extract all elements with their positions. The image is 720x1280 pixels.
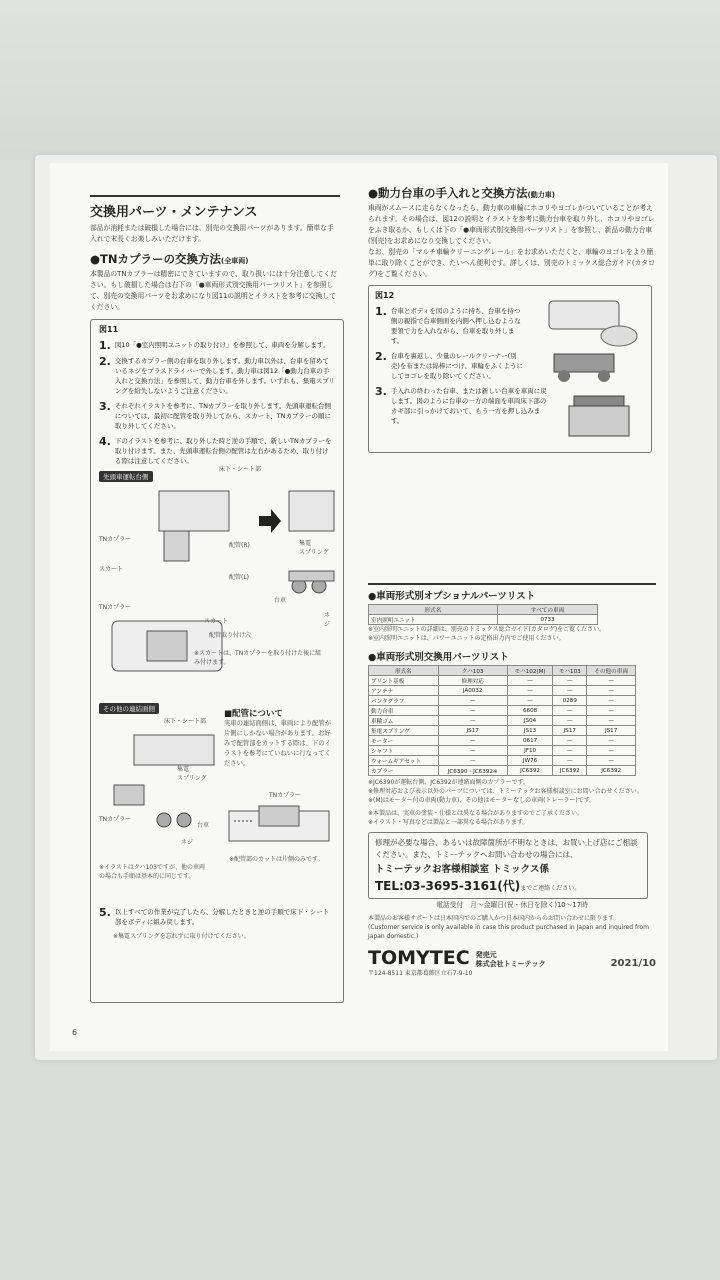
- step-number: 4.: [99, 435, 111, 448]
- step-number: 2.: [375, 350, 387, 363]
- parts-section: [368, 649, 656, 827]
- table-row: [369, 676, 636, 686]
- seller-block: [476, 951, 546, 969]
- table-cell: —: [553, 676, 587, 686]
- table-cell: —: [438, 746, 507, 756]
- tomytec-logo: TOMYTEC: [368, 947, 470, 969]
- header-cell: クハ103: [438, 666, 507, 676]
- tn-coupler-label-2: TNカプラー: [99, 604, 132, 611]
- fig11-steps: [99, 340, 335, 466]
- table-cell: JS17: [587, 726, 636, 736]
- other-side-tag: その他の連結面側: [99, 703, 159, 714]
- instruction-sheet: [50, 163, 668, 1051]
- table-cell: JS17: [438, 726, 507, 736]
- table-row: [369, 726, 636, 736]
- table-cell: JC6392: [507, 766, 553, 776]
- right-column: [368, 185, 656, 978]
- table-row: [369, 696, 636, 706]
- fig12-step-2: [375, 351, 525, 381]
- cut-note: ※配管部のカットは片側のみです。: [229, 856, 324, 863]
- table-cell: JC6392: [553, 766, 587, 776]
- table-cell: アンテナ: [369, 686, 439, 696]
- table-cell: —: [587, 696, 636, 706]
- table-cell: JS13: [507, 726, 553, 736]
- skirt-label-1: スカート: [99, 566, 124, 573]
- motor-body-2: なお、別売の「マルチ車輪クリーニングレール」をお求めいただくと、車輪のヨゴレをより簡単に取り除くことができ、たいへん便利です。詳しくは、別売のトミックス総合ガイド(カタログ)をご覧ください。: [368, 248, 655, 278]
- table-cell: 車輪ゴム: [369, 716, 439, 726]
- driving-side-tag: 先頭車運転台側: [99, 471, 153, 482]
- table-cell: モーター: [369, 736, 439, 746]
- seller-line-2: 株式会社トミーテック: [475, 960, 546, 968]
- table-cell: 6608: [507, 706, 553, 716]
- table-cell: —: [587, 686, 636, 696]
- table-cell: JW76: [507, 756, 553, 766]
- header-cell: すべての車両: [497, 605, 597, 615]
- support-tel: TEL:03-3695-3161(代): [375, 879, 521, 893]
- table-cell: JA0032: [438, 686, 507, 696]
- background-wall: [0, 0, 720, 160]
- table-cell: カプラー: [369, 766, 439, 776]
- tn-title: [90, 251, 340, 267]
- table-row: [369, 736, 636, 746]
- step-text: それぞれイラストを参考に、TNカプラーを取り外します。先頭車運転台側については、最初に配管を取り外してから、スカート、TNカプラーの順に取り外してください。: [114, 402, 331, 430]
- header-cell: モハ102(M): [507, 666, 553, 676]
- motor-body: 車両がスムースに走らなくなったら、動力車の車輪にホコリやヨゴレがついていることが考えられます。その場合は、図12の説明とイラストを参考に動力台車を取り外し、ホコリやヨゴレをふき取るか、もしくは下の「●車両形式別交換用パーツリスト」を参照し、新品の動力台車(別売)をお求めになり交換してください。: [368, 204, 655, 245]
- table-cell: JS17: [553, 726, 587, 736]
- table-cell: —: [507, 686, 553, 696]
- table-cell: —: [553, 716, 587, 726]
- parts-note-3: ※(M)はモーター付の車両(動力車)、その他はモーターなしの車両(トレーラー)です。: [368, 797, 596, 804]
- tn-coupler-label-1: TNカプラー: [99, 536, 132, 543]
- table-row: [369, 706, 636, 716]
- step-text: 手入れの終わった台車、または新しい台車を車両に戻します。図のように台車の一方の端面を車両床下部のカギ部に引っかけておいて、もう一方を押し込みます。: [390, 387, 547, 425]
- support-tel-suffix: までご連絡ください。: [520, 885, 581, 892]
- table-cell: —: [438, 696, 507, 706]
- pipe-title: ■配管について: [224, 709, 283, 719]
- fig12-steps: [375, 306, 525, 381]
- table-cell: —: [587, 736, 636, 746]
- step-number: 3.: [99, 400, 111, 413]
- optional-note-1: ※室内照明ユニットの詳細は、別売のトミックス総合ガイド(カタログ)をご覧ください。: [368, 626, 606, 633]
- step-text: 交換するカプラー側の台車を取り外します。動力車以外は、台車を留めているネジをプラスドライバーで外します。動力車は図12「●動力台車の手入れと交換方法」を参照して、動力台車を外します。いずれも、集電スプリングを紛失しないようご注意ください。: [114, 357, 335, 395]
- tn-coupler-label-4: TNカプラー: [269, 792, 302, 799]
- bogie-label-2: 台車: [197, 822, 210, 829]
- fig12-illustration: [529, 296, 647, 446]
- product-note-2: ※イラスト・写真などは製品と一部異なる場合があります。: [368, 819, 529, 826]
- tn-body: 本製品のTNカプラーは精密にできていますので、取り扱いには十分注意してください。もし破損した場合は右下の「●車両形式別交換用パーツリスト」を参照して、別売の交換用パーツをお求めになり図11の説明とイラストを参考に交換してください。: [90, 270, 337, 311]
- table-row: [369, 615, 598, 625]
- pipe-cut-illustration: [224, 801, 334, 851]
- table-cell: プリント基板: [369, 676, 439, 686]
- support-name: トミーテックお客様相談室 トミックス係: [375, 864, 550, 875]
- table-cell: —: [438, 706, 507, 716]
- table-header: [369, 666, 636, 676]
- step-text: 以上すべての作業が完了したら、分解したときと逆の手順で床下・シート部をボディに組み戻します。: [114, 908, 330, 926]
- table-cell: JC6392: [587, 766, 636, 776]
- spring-label-2: 集電 スプリング: [177, 766, 207, 782]
- pipe-l-label: 配管(L): [229, 574, 250, 581]
- section-intro: 部品が消耗または破損した場合には、別売の交換用パーツがあります。簡単な手入れで末長くお楽しみいただけます。: [90, 224, 334, 243]
- bogie-label-1: 台車: [274, 597, 287, 604]
- step-number: 1.: [375, 305, 387, 318]
- other-side-diagram: [99, 703, 335, 903]
- table-cell: 修理対応: [438, 676, 507, 686]
- optional-parts-table: [368, 604, 598, 625]
- table-cell: —: [553, 706, 587, 716]
- table-cell: —: [553, 756, 587, 766]
- table-row: [369, 686, 636, 696]
- footer: [368, 947, 656, 969]
- table-cell: 室内照明ユニット: [369, 615, 498, 625]
- table-cell: 集電スプリング: [369, 726, 439, 736]
- optional-note-2: ※室内照明ユニットは、パワーユニットの定格出力内でご使用ください。: [368, 635, 565, 642]
- skirt-note: ※スカートは、TNカプラーを取り付けた後に組み付けます。: [194, 650, 322, 666]
- domestic-note-ja: 本製品のお客様サポートは日本国内でのご購入かつ日本国内からのお問い合わせに限ります。: [368, 915, 620, 922]
- table-cell: —: [438, 716, 507, 726]
- step-1: [99, 340, 335, 351]
- header-cell: 形式名: [369, 605, 498, 615]
- table-cell: —: [587, 676, 636, 686]
- parts-title: ●車両形式別交換用パーツリスト: [368, 652, 509, 663]
- table-cell: —: [553, 746, 587, 756]
- table-row: [369, 766, 636, 776]
- date: 2021/10: [610, 958, 656, 969]
- step-4: [99, 436, 335, 466]
- pipe-hole-label: 配管取り付け穴: [209, 632, 252, 639]
- motor-title-note: (動力車): [527, 191, 555, 199]
- tn-coupler-label-3: TNカプラー: [99, 816, 132, 823]
- table-cell: 0733: [497, 615, 597, 625]
- step-text: 台車とボディを図のように持ち、台車を持つ側の親指で台車側面を内側へ押し込むような要領で力を入れながら、台車を取り外します。: [390, 307, 521, 345]
- address: 〒124-8511 東京都葛飾区立石7-9-10: [368, 970, 473, 977]
- step-number: 3.: [375, 385, 387, 398]
- spring-label-1: 集電 スプリング: [299, 540, 329, 556]
- fig12-label: 図12: [375, 291, 395, 300]
- table-cell: —: [587, 716, 636, 726]
- table-cell: —: [587, 706, 636, 716]
- left-column: [90, 195, 340, 1003]
- skirt-label-2: スカート: [204, 618, 229, 625]
- parts-table: [368, 665, 636, 776]
- step-text: 台車を裏返し、少量のレールクリーナー(別売)を布または綿棒につけ、車輪をふくようにしてヨゴレを取り除いてください。: [390, 352, 523, 380]
- step-number: 5.: [99, 906, 111, 919]
- table-cell: —: [507, 696, 553, 706]
- pipe-section: [224, 707, 334, 769]
- motor-title: [368, 185, 656, 201]
- step-number: 1.: [99, 339, 111, 352]
- table-cell: JC6390・JC6392※: [438, 766, 507, 776]
- table-cell: JS04: [507, 716, 553, 726]
- support-box: [368, 832, 648, 899]
- step-number: 2.: [99, 355, 111, 368]
- parts-note-2: ※修理対応および表示以外のパーツについては、トミーテックお客様相談室にお問い合わせください。: [368, 788, 643, 795]
- step-3: [99, 401, 335, 431]
- table-cell: 0289: [553, 696, 587, 706]
- motor-title-text: ●動力台車の手入れと交換方法: [368, 186, 528, 200]
- table-header: [369, 605, 598, 615]
- support-tel-line: [375, 875, 641, 894]
- parts-note-1: ※JC6390が運転台側、JC6392が連結面側のカプラーです。: [368, 779, 530, 786]
- tn-title-text: ●TNカプラーの交換方法: [90, 252, 222, 266]
- floor-label: 床下・シート部: [219, 466, 262, 473]
- table-cell: ウォームギアセット: [369, 756, 439, 766]
- optional-parts-section: [368, 583, 656, 643]
- screw-label-1: ネジ: [324, 612, 331, 628]
- table-row: [369, 716, 636, 726]
- optional-parts-title: ●車両形式別オプショナルパーツリスト: [368, 583, 656, 602]
- table-row: [369, 746, 636, 756]
- seller-line-1: 発売元: [475, 951, 497, 959]
- table-cell: —: [438, 756, 507, 766]
- driving-side-diagram: [99, 466, 335, 701]
- header-cell: モハ103: [553, 666, 587, 676]
- step-2: [99, 356, 335, 396]
- product-note-1: ※本製品は、実車の塗装・仕様とは異なる場合がありますのでご了承ください。: [368, 810, 584, 817]
- step-5: [99, 907, 335, 927]
- table-cell: 動力台車: [369, 706, 439, 716]
- table-cell: —: [587, 756, 636, 766]
- fig12-step-1: [375, 306, 525, 346]
- table-cell: 0617: [507, 736, 553, 746]
- section-title: 交換用パーツ・メンテナンス: [90, 195, 340, 220]
- fig11-label: 図11: [99, 325, 119, 334]
- header-cell: その他の車両: [587, 666, 636, 676]
- table-cell: —: [438, 736, 507, 746]
- floor-label-2: 床下・シート部: [164, 718, 207, 725]
- table-cell: パンタグラフ: [369, 696, 439, 706]
- step-text: 下のイラストを参考に、取り外した時と逆の手順で、新しいTNカプラーを取り付けます。また、先頭車運転台側の配管は左右があるため、取り付ける際は注意してください。: [114, 437, 332, 465]
- pipe-body: 実車の連結面側は、車両により配管が片側にしかない場合があります。お好みで配管部をカットする際は、下のイラストを参考にていねいに行なってください。: [224, 720, 332, 767]
- table-cell: —: [553, 736, 587, 746]
- table-cell: —: [507, 676, 553, 686]
- figure-12: [368, 285, 652, 453]
- step-text: 図10「●室内照明ユニットの取り付け」を参照して、車両を分解します。: [114, 341, 330, 349]
- table-cell: JF10: [507, 746, 553, 756]
- support-body: 修理が必要な場合、あるいは故障箇所が不明なときは、お買い上げ店にご相談ください。また、トミーテックへお問い合わせの場合には、: [375, 838, 638, 859]
- table-row: [369, 756, 636, 766]
- figure-11: [90, 319, 344, 1003]
- header-cell: 形式名: [369, 666, 439, 676]
- step5-note: ※集電スプリングを忘れずに取り付けてください。: [113, 933, 250, 940]
- domestic-note-en: (Customer service is only available in case this product purchased in Japan and inquired from Japan domestic.): [368, 924, 649, 940]
- page-number: 6: [72, 1028, 78, 1037]
- table-cell: —: [553, 686, 587, 696]
- kuha-note: ※イラストはクハ103ですが、他の車両の場合も手順は基本的に同じです。: [99, 864, 205, 880]
- support-hours: 電話受付 月〜金曜日(祝・休日を除く)10〜17時: [436, 901, 588, 909]
- pipe-r-label: 配管(R): [229, 542, 250, 549]
- table-cell: —: [587, 746, 636, 756]
- table-cell: シャフト: [369, 746, 439, 756]
- screw-label-2: ネジ: [181, 839, 194, 846]
- tn-title-note: (全車両): [221, 257, 249, 265]
